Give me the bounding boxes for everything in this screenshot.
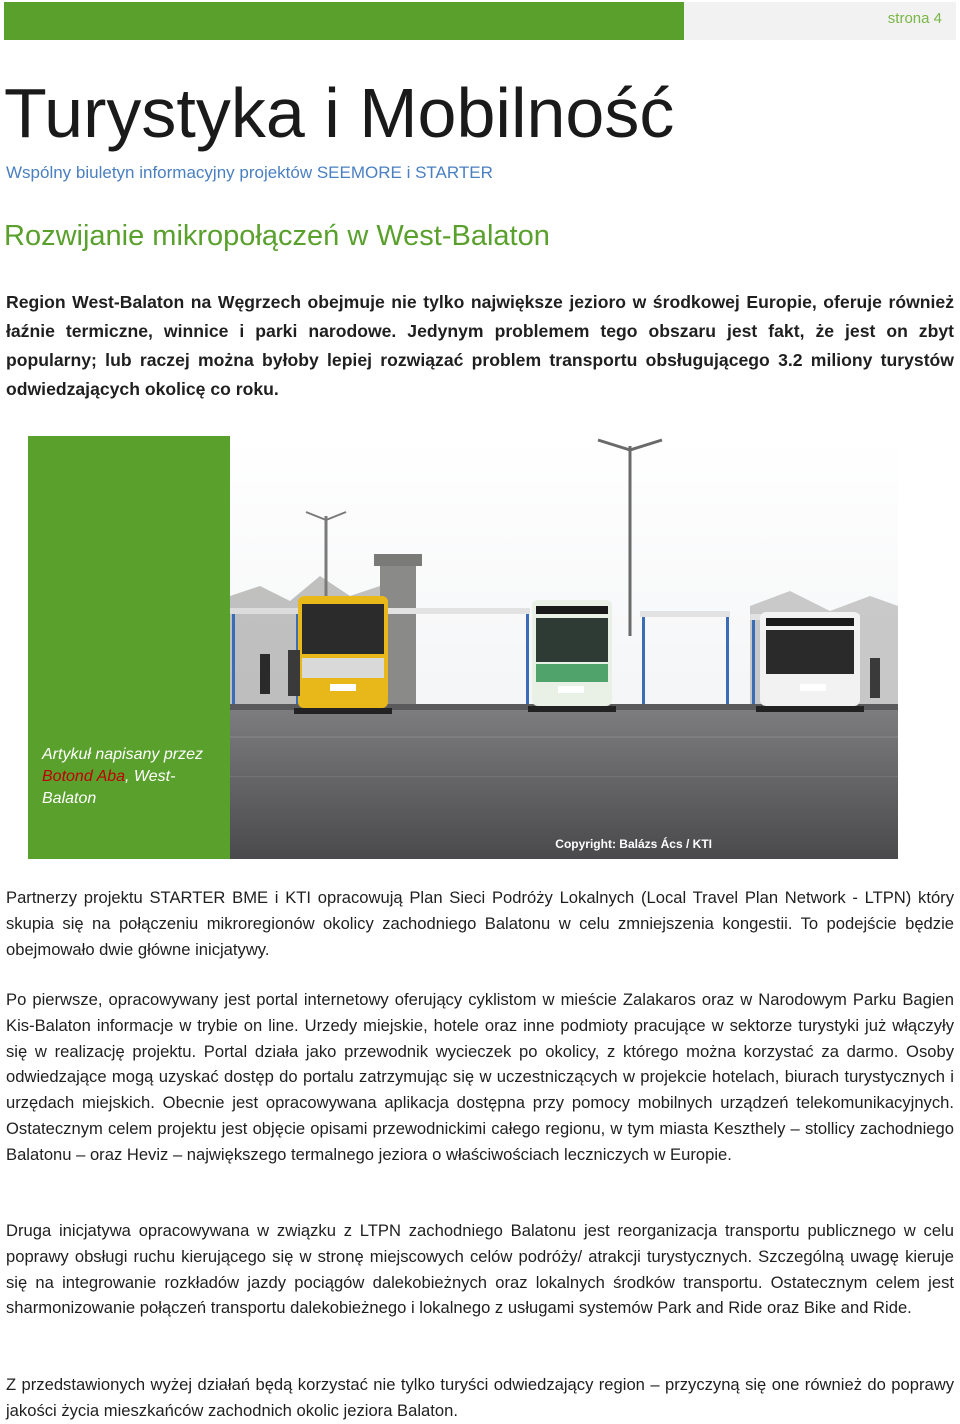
article-paragraph: Druga inicjatywa opracowywana w związku z LTPN zachodniego Balatonu jest reorganizacja transportu publicznego w celu poprawy obsługi ruchu kierującego się w stronę miejscowych celów podróży/ atrakcji turystycznych. Szczególną uwagę kieruje się na integrowanie rozkładów jazdy pociągów dalekobieżnych oraz lokalnych środków transportu. Ostatecznym celem jest sharmonizowanie połączeń transportu dalekobieżnego i lokalnego z usługami systemów Park and Ride oraz Bike and Ride. <box>6 1221 954 1318</box>
article-intro: Region West-Balaton na Węgrzech obejmuje nie tylko największe jezioro w środkowej Europie, oferuje również łaźnie termiczne, winnice i parki narodowe. Jedynym problemem tego obszaru jest fakt, że jest on zbyt popularny; lub raczej można byłoby lepiej rozwiązać problem transportu obsługującego 3.2 miliony turystów odwiedzających okolicę co roku. <box>6 292 954 399</box>
byline-suffix: , West-Balaton <box>42 768 176 807</box>
newsletter-title: Turystyka i Mobilność <box>4 74 675 152</box>
byline-prefix: Artykuł napisany przez <box>42 746 203 763</box>
article-heading: Rozwijanie mikropołączeń w West-Balaton <box>4 220 550 252</box>
newsletter-subtitle: Wspólny biuletyn informacyjny projektów SEEMORE i STARTER <box>6 163 493 182</box>
bus-station-photo <box>230 436 898 859</box>
article-byline <box>42 744 222 810</box>
byline-sidebar <box>28 436 230 859</box>
article-paragraph: Z przedstawionych wyżej działań będą korzystać nie tylko turyści odwiedzający region – przyczyną się one również do poprawy jakości życia mieszkańców zachodnich okolic jeziora Balaton. <box>6 1375 954 1420</box>
photo-copyright: Copyright: Balázs Ács / KTI <box>555 837 712 851</box>
header-bar <box>4 2 684 40</box>
article-paragraph: Po pierwsze, opracowywany jest portal internetowy oferujący cyklistom w mieście Zalakaros oraz w Narodowym Parku Bagien Kis-Balaton informacje w trybie on line. Urzedy miejskie, hotele oraz inne podmioty pracujące w sektorze turystyki już włączyły się w realizację projektu. Portal działa jako przewodnik wycieczek po okolicy, z którego można korzystać za darmo. Osoby odwiedzające mogą uzyskać dostęp do portalu zatrzymując się w uczestniczących w projekcie hotelach, biurach turystycznych i urzędach miejskich. Obecnie jest opracowywana aplikacja dostępna przy pomocy mobilnych urządzeń telekomunikacyjnych. Ostatecznym celem projektu jest objęcie opisami przewodnickimi całego regionu, w tym miasta Keszthely – stollicy zachodniego Balatonu – oraz Heviz – największego termalnego jeziora o właściwościach leczniczych w Europie. <box>6 990 954 1164</box>
page-number-box <box>684 2 956 40</box>
bus-station-illustration <box>230 436 898 859</box>
byline-author: Botond Aba <box>42 768 126 785</box>
article-paragraph: Partnerzy projektu STARTER BME i KTI opracowują Plan Sieci Podróży Lokalnych (Local Travel Plan Network - LTPN) który skupia się na połączeniu mikroregionów okolicy zachodniego Balatonu w celu zmniejszenia kongestii. To podejście będzie obejmowało dwie główne inicjatywy. <box>6 888 954 959</box>
page-number: strona 4 <box>887 10 942 27</box>
